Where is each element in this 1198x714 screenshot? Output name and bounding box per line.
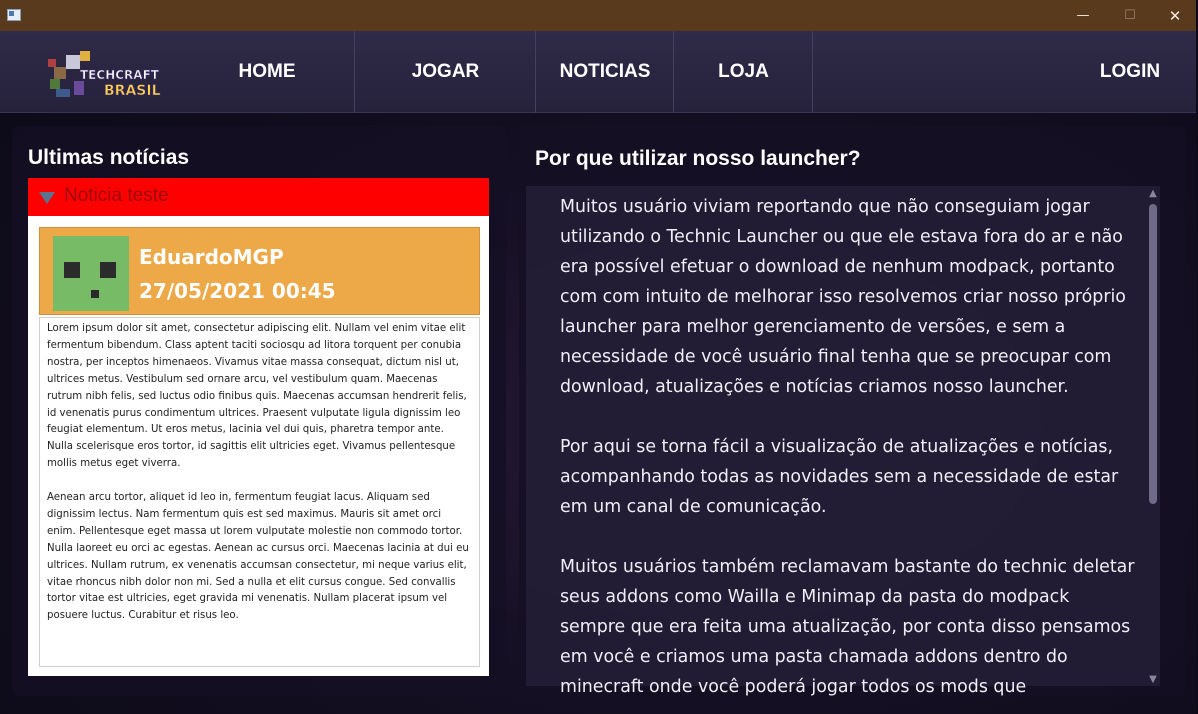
minimize-button[interactable]: —	[1076, 8, 1090, 23]
news-paragraph: Lorem ipsum dolor sit amet, consectetur adipiscing elit. Nullam vel enim vitae elit fermentum bibendum. Class aptent taciti sociosqu ad litora torquent per conubia nostra, per inceptos himenaeos. Vivamus vitae massa consequat, dictum nisl ut, ultrices metus. Vestibulum sed ornare arcu, vel vestibulum quam. Maecenas rutrum nibh felis, sed luctus odio finibus quis. Maecenas accumsan hendrerit felis, id venenatis purus condimentum ultrices. Praesent vulputate ligula dignissim leo feugiat elementum. Ut eros metus, lacinia vel dui quis, pharetra tempor ante. Nulla scelerisque eros tortor, id sagittis elit ultricies eget. Vivamus pellentesque mollis metus eget viverra.	[47, 323, 467, 470]
about-paragraph: Muitos usuário viviam reportando que não conseguiam jogar utilizando o Technic Launcher ou que ele estava fora do ar e não era possível efetuar o download de nenhum modpack, portanto com com intuito de melhorar isso resolvemos criar nosso próprio launcher para melhor gerenciamento de versões, e sem a necessidade de você usuário final tenha que se preocupar com download, atualizações e notícias criamos nosso launcher.	[560, 197, 1126, 397]
techcraft-logo[interactable]	[44, 45, 160, 101]
news-date: 27/05/2021 00:45	[139, 279, 336, 303]
about-paragraph: Muitos usuários também reclamavam bastante do technic deletar seus addons como Wailla e Minimap da pasta do modpack sempre que era feita uma atualização, por conta disso pensamos em você e criamos uma pasta chamada addons dentro do minecraft onde você poderá jogar todos os mods que	[560, 557, 1135, 697]
nav-loja[interactable]: LOJA	[675, 31, 813, 113]
news-panel-title: Ultimas notícias	[28, 146, 190, 169]
about-text-area[interactable]	[526, 186, 1160, 697]
nav-bar	[0, 31, 1196, 113]
nav-home[interactable]: HOME	[180, 31, 355, 113]
login-button[interactable]: LOGIN	[1099, 61, 1161, 82]
about-text	[560, 192, 1136, 702]
news-item	[28, 178, 489, 676]
app-icon	[7, 9, 21, 21]
svg-text:TECHCRAFT: TECHCRAFT	[80, 68, 159, 82]
scroll-up-icon[interactable]: ▲	[1149, 187, 1157, 199]
about-panel-title: Por que utilizar nosso launcher?	[535, 147, 861, 170]
news-item-header[interactable]	[28, 178, 489, 216]
scroll-down-icon[interactable]: ▼	[1149, 673, 1157, 685]
close-button[interactable]: ✕	[1168, 6, 1182, 25]
author-card	[39, 227, 480, 315]
news-panel	[12, 126, 506, 696]
nav-jogar[interactable]: JOGAR	[356, 31, 536, 113]
vertical-scrollbar[interactable]	[1146, 186, 1160, 686]
author-name: EduardoMGP	[139, 245, 284, 269]
maximize-button[interactable]: ☐	[1124, 8, 1136, 23]
about-paragraph: Por aqui se torna fácil a visualização de atualizações e notícias, acompanhando todas as novidades sem a necessidade de estar em um canal de comunicação.	[560, 437, 1119, 517]
news-paragraph: Aenean arcu tortor, aliquet id leo in, fermentum feugiat lacus. Aliquam sed dignissim lectus. Nam fermentum quis est sed maximus. Mauris sit amet orci enim. Pellentesque eget massa ut lorem vulputate molestie non commodo tortor. Nulla laoreet eu orci ac egestas. Aenean ac cursus orci. Maecenas lacinia at dui eu ultrices. Nullam rutrum, ex venenatis accumsan consectetur, mi neque varius elit, vitae rhoncus nibh dolor non mi. Sed a nulla et elit cursus congue. Sed convallis tortor vitae est ultricies, eget gravida mi venenatis. Nullam placerat ipsum vel posuere luctus. Curabitur et risus leo.	[47, 492, 469, 622]
avatar	[53, 236, 129, 311]
news-item-title: Noticia teste	[64, 185, 169, 206]
title-bar	[0, 0, 1196, 31]
news-body	[39, 317, 480, 667]
scrollbar-thumb[interactable]	[1149, 204, 1157, 504]
collapse-arrow-icon[interactable]	[39, 192, 55, 204]
nav-noticias[interactable]: NOTICIAS	[537, 31, 674, 113]
svg-text:BRASIL: BRASIL	[104, 83, 161, 99]
about-panel	[519, 126, 1185, 696]
